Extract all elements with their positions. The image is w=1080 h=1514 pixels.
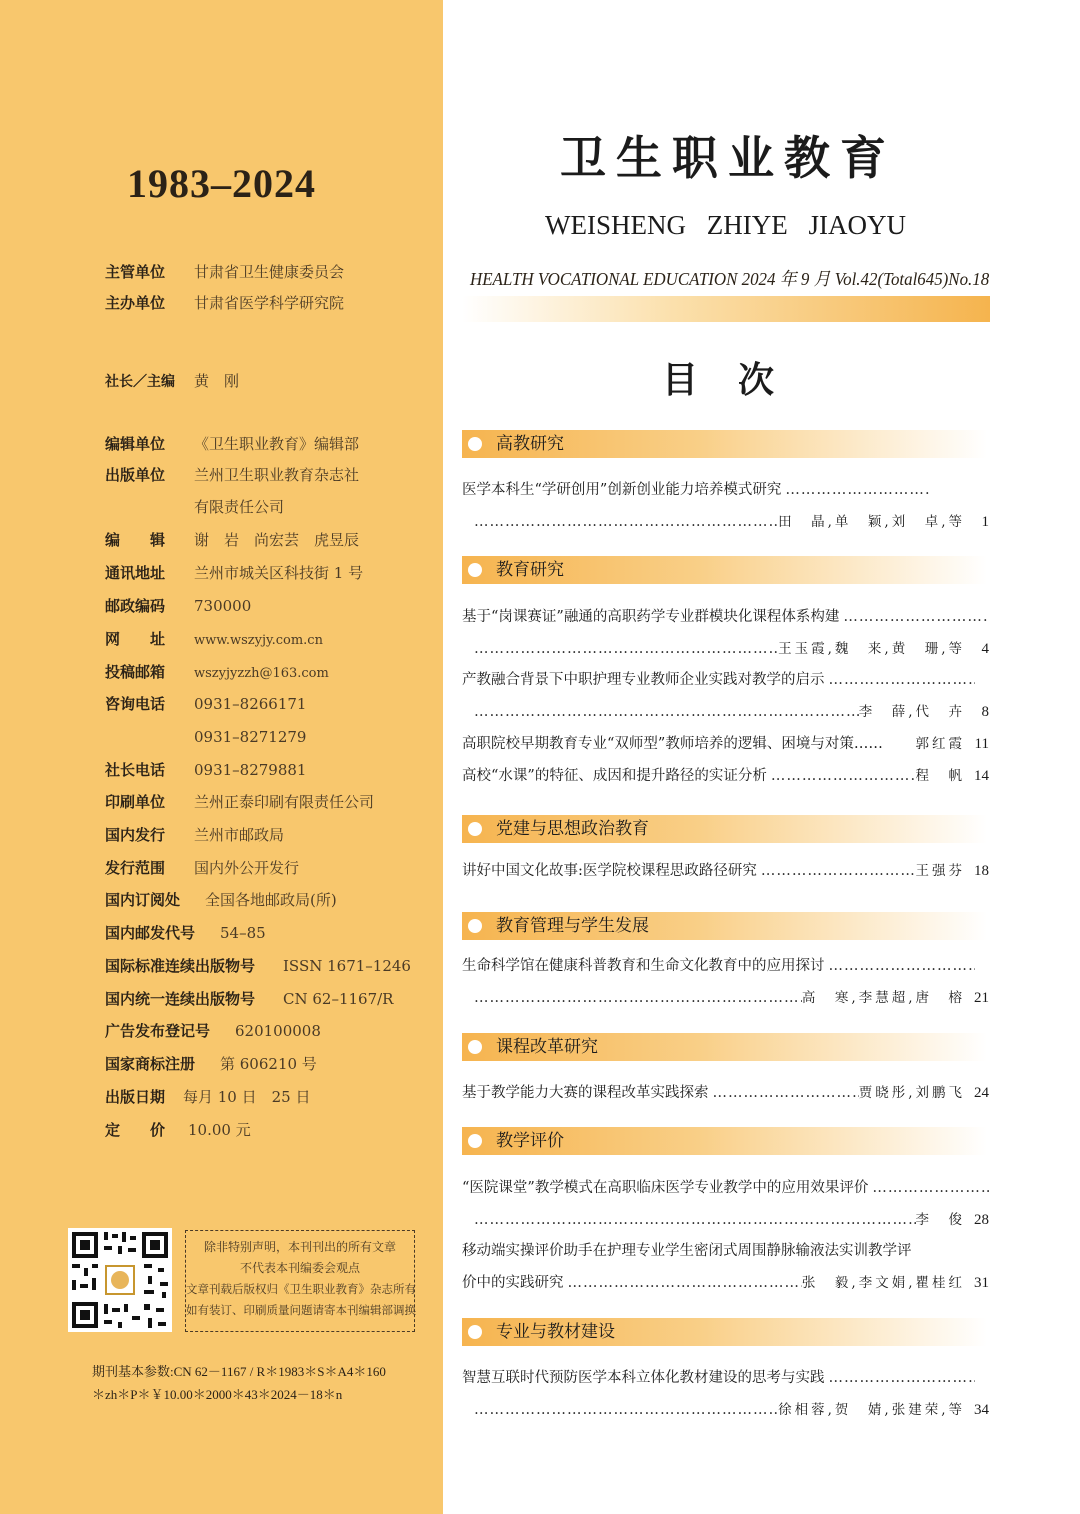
entry-title: 医学本科生“学研创用”创新创业能力培养模式研究	[462, 482, 782, 498]
info-label: 通讯地址	[105, 564, 166, 582]
toc-entry-cont[interactable]	[462, 508, 989, 536]
section-title: 党建与思想政治教育	[496, 819, 649, 839]
info-row-consult-phone-2	[105, 724, 306, 750]
leader-dots	[470, 698, 859, 726]
toc-entry[interactable]	[462, 476, 989, 504]
entry-title: “医院课堂”教学模式在高职临床医学专业教学中的应用效果评价	[462, 1180, 869, 1196]
entry-author: 高 寒,李慧超,唐 榕	[801, 990, 965, 1006]
entry-title: 生命科学馆在健康科普教育和生命文化教育中的应用探讨	[462, 958, 825, 974]
info-row-postcode	[105, 593, 251, 619]
info-row-consult-phone	[105, 691, 306, 717]
info-row-distribution-range	[105, 855, 299, 881]
info-row-publisher-cont	[105, 494, 284, 520]
section-title: 教育研究	[496, 560, 564, 580]
info-label: 主办单位	[105, 294, 166, 312]
entry-title: 基于“岗课赛证”融通的高职药学专业群模块化课程体系构建	[462, 609, 840, 625]
info-row-trademark	[105, 1051, 317, 1077]
toc-entry-cont[interactable]	[462, 698, 989, 726]
info-label: 国际标准连续出版物号	[105, 957, 256, 975]
leader-dots	[470, 1206, 916, 1234]
entry-author: 田 晶,单 颖,刘 卓,等	[778, 514, 965, 530]
entry-author: 王强芬	[915, 863, 965, 879]
toc-entry[interactable]	[462, 730, 989, 758]
leader-dots	[564, 1269, 802, 1297]
info-value: 每月 10 日 25 日	[183, 1088, 311, 1106]
journal-parameters	[92, 1360, 422, 1406]
leader-dots	[757, 857, 916, 885]
leader-dots	[825, 666, 975, 694]
info-value: 10.00 元	[188, 1121, 251, 1139]
info-value: 0931–8271279	[194, 728, 307, 746]
info-row-ad-license	[105, 1018, 321, 1044]
entry-page: 14	[974, 768, 989, 784]
bullet-icon	[468, 437, 482, 451]
notice-line: 如有装订、印刷质量问题请寄本刊编辑部调换	[186, 1303, 416, 1317]
bullet-icon	[468, 1325, 482, 1339]
info-row-publish-date	[105, 1084, 310, 1110]
journal-title-pinyin: WEISHENG ZHIYE JIAOYU	[545, 210, 906, 240]
info-label: 出版日期	[105, 1088, 166, 1106]
leader-dots	[470, 635, 778, 663]
info-value: CN 62–1167/R	[283, 990, 394, 1008]
entry-author: 郭红霞	[915, 736, 965, 752]
info-label: 社长／主编	[105, 374, 175, 390]
entry-title: 产教融合背景下中职护理专业教师企业实践对教学的启示	[462, 672, 825, 688]
toc-entry-cont[interactable]	[462, 1206, 989, 1234]
info-value: 0931–8266171	[194, 695, 307, 713]
info-label: 国内邮发代号	[105, 924, 196, 942]
info-row-supervisor	[105, 259, 344, 285]
toc-entry-cont[interactable]	[462, 1396, 989, 1424]
info-row-domestic-distribution	[105, 822, 284, 848]
info-row-issn	[105, 953, 411, 979]
section-header	[462, 1033, 987, 1061]
info-value: 兰州市城关区科技街 1 号	[194, 564, 364, 582]
entry-page: 21	[974, 990, 989, 1006]
entry-title-cont: 价中的实践研究	[462, 1275, 564, 1291]
issue-bar-decoration	[462, 296, 990, 322]
info-row-subscription	[105, 887, 337, 913]
params-line: 期刊基本参数:CN 62－1167 / R＊1983＊S＊A4＊160	[92, 1364, 386, 1379]
info-row-email	[105, 659, 329, 685]
toc-entry[interactable]	[462, 1237, 989, 1265]
info-value: 620100008	[235, 1022, 321, 1040]
info-label: 社长电话	[105, 761, 166, 779]
entry-author: 王玉霞,魏 来,黄 珊,等	[778, 641, 965, 657]
leader-dots	[825, 1364, 975, 1392]
info-value: 兰州市邮政局	[194, 826, 285, 844]
section-title: 课程改革研究	[496, 1037, 598, 1057]
section-header	[462, 430, 987, 458]
entry-title: 高职院校早期教育专业“双师型”教师培养的逻辑、困境与对策……	[462, 736, 883, 752]
entry-title: 移动端实操评价助手在护理专业学生密闭式周围静脉输液法实训教学评	[462, 1243, 912, 1259]
toc-entry[interactable]	[462, 1174, 989, 1202]
section-title: 教育管理与学生发展	[496, 916, 649, 936]
qr-code-graphic	[68, 1228, 172, 1332]
section-header	[462, 1127, 987, 1155]
info-row-editors	[105, 527, 359, 553]
section-header	[462, 815, 987, 843]
entry-author: 程 帆	[915, 768, 965, 784]
notice-line: 不代表本刊编委会观点	[239, 1261, 360, 1275]
leader-dots	[825, 952, 975, 980]
leader-dots	[709, 1079, 859, 1107]
info-row-postal-code	[105, 920, 266, 946]
entry-page: 11	[974, 736, 989, 752]
info-value: 谢 岩 尚宏芸 虎昱辰	[194, 531, 360, 549]
toc-entry-cont[interactable]	[462, 635, 989, 663]
section-title: 教学评价	[496, 1131, 564, 1151]
entry-page: 18	[974, 863, 989, 879]
info-row-website	[105, 626, 323, 652]
toc-entry[interactable]	[462, 1364, 989, 1392]
leader-dots	[470, 984, 802, 1012]
notice-line: 除非特别声明，本刊刊出的所有文章	[203, 1240, 396, 1254]
leader-dots	[470, 1396, 778, 1424]
entry-page: 8	[981, 704, 989, 720]
info-value: 0931–8279881	[194, 761, 307, 779]
info-row-publisher	[105, 462, 359, 488]
toc-entry-cont[interactable]	[462, 1269, 989, 1297]
info-label: 国家商标注册	[105, 1055, 196, 1073]
info-value: ISSN 1671–1246	[283, 957, 411, 975]
leader-dots	[781, 476, 931, 504]
entry-page: 4	[981, 641, 989, 657]
info-value: wszyjyzzh@163.com	[194, 666, 329, 681]
leader-dots	[839, 603, 989, 631]
bullet-icon	[468, 1040, 482, 1054]
info-row-printer	[105, 789, 374, 815]
info-label: 定 价	[105, 1121, 166, 1139]
section-header	[462, 556, 987, 584]
entry-page: 31	[974, 1275, 989, 1291]
info-value: www.wszyjy.com.cn	[194, 633, 323, 648]
info-value: 国内外公开发行	[194, 859, 300, 877]
toc-entry[interactable]	[462, 1079, 989, 1107]
copyright-notice	[185, 1230, 415, 1332]
info-label: 投稿邮箱	[105, 663, 166, 681]
entry-title: 高校“水课”的特征、成因和提升路径的实证分析	[462, 768, 767, 784]
info-value: 甘肃省医学科学研究院	[194, 294, 345, 312]
info-label: 邮政编码	[105, 597, 166, 615]
info-label: 印刷单位	[105, 793, 166, 811]
info-value: 730000	[194, 597, 252, 615]
toc-entry[interactable]	[462, 952, 989, 980]
entry-page: 34	[974, 1402, 989, 1418]
info-value: 全国各地邮政局(所)	[205, 891, 337, 909]
entry-title: 智慧互联时代预防医学本科立体化教材建设的思考与实践	[462, 1370, 825, 1386]
section-title: 专业与教材建设	[496, 1322, 615, 1342]
info-label: 发行范围	[105, 859, 166, 877]
leader-dots	[767, 762, 916, 790]
info-value: 兰州卫生职业教育杂志社	[194, 466, 360, 484]
toc-entry[interactable]	[462, 666, 989, 694]
journal-title-chinese: 卫生职业教育	[560, 131, 896, 185]
info-value: 第 606210 号	[220, 1055, 317, 1073]
info-value: 黄 刚	[194, 372, 240, 390]
leader-dots	[868, 1174, 989, 1202]
info-label: 国内发行	[105, 826, 166, 844]
entry-author: 贾晓彤,刘鹏飞	[858, 1085, 965, 1101]
section-header	[462, 1318, 987, 1346]
info-row-price	[105, 1117, 251, 1143]
entry-author: 李 薛,代 卉	[858, 704, 965, 720]
info-label: 咨询电话	[105, 695, 166, 713]
info-row-editorial-unit	[105, 431, 359, 457]
qr-code	[68, 1228, 172, 1332]
entry-author: 李 俊	[915, 1212, 965, 1228]
notice-line: 文章刊载后版权归《卫生职业教育》杂志所有	[186, 1282, 416, 1296]
info-value: 甘肃省卫生健康委员会	[194, 263, 345, 281]
toc-entry[interactable]	[462, 857, 989, 885]
entry-page: 1	[981, 514, 989, 530]
info-label: 国内统一连续出版物号	[105, 990, 256, 1008]
entry-page: 28	[974, 1212, 989, 1228]
entry-title: 讲好中国文化故事:医学院校课程思政路径研究	[462, 863, 757, 879]
info-row-president-phone	[105, 757, 306, 783]
info-label: 主管单位	[105, 263, 166, 281]
years-span: 1983–2024	[127, 161, 316, 206]
left-info-column	[0, 0, 443, 1514]
info-row-sponsor	[105, 290, 344, 316]
info-value: 兰州正泰印刷有限责任公司	[194, 793, 375, 811]
toc-entry-cont[interactable]	[462, 984, 989, 1012]
entry-author: 徐相蓉,贺 婧,张建荣,等	[778, 1402, 965, 1418]
info-label: 出版单位	[105, 466, 166, 484]
params-line: ＊zh＊P＊￥10.00＊2000＊43＊2024－18＊n	[92, 1387, 343, 1402]
toc-entry[interactable]	[462, 603, 989, 631]
bullet-icon	[468, 822, 482, 836]
info-row-editor-in-chief	[105, 368, 239, 394]
section-header	[462, 912, 987, 940]
leader-dots	[470, 508, 778, 536]
info-label: 网 址	[105, 630, 166, 648]
info-row-address	[105, 560, 363, 586]
info-value: 《卫生职业教育》编辑部	[194, 435, 360, 453]
issue-info: HEALTH VOCATIONAL EDUCATION 2024 年 9 月 Vol.42(Total645)No.18	[470, 269, 990, 289]
info-value: 有限责任公司	[194, 498, 285, 516]
entry-author: 张 毅,李文娟,瞿桂红	[801, 1275, 965, 1291]
info-label: 编辑单位	[105, 435, 166, 453]
toc-title: 目次	[662, 359, 815, 401]
entry-title: 基于教学能力大赛的课程改革实践探索	[462, 1085, 709, 1101]
info-label: 编 辑	[105, 531, 166, 549]
info-label: 广告发布登记号	[105, 1022, 211, 1040]
bullet-icon	[468, 919, 482, 933]
toc-entry[interactable]	[462, 762, 989, 790]
bullet-icon	[468, 1134, 482, 1148]
info-value: 54–85	[220, 924, 266, 942]
info-label: 国内订阅处	[105, 891, 181, 909]
entry-page: 24	[974, 1085, 989, 1101]
section-title: 高教研究	[496, 434, 564, 454]
bullet-icon	[468, 563, 482, 577]
info-row-cn	[105, 986, 393, 1012]
